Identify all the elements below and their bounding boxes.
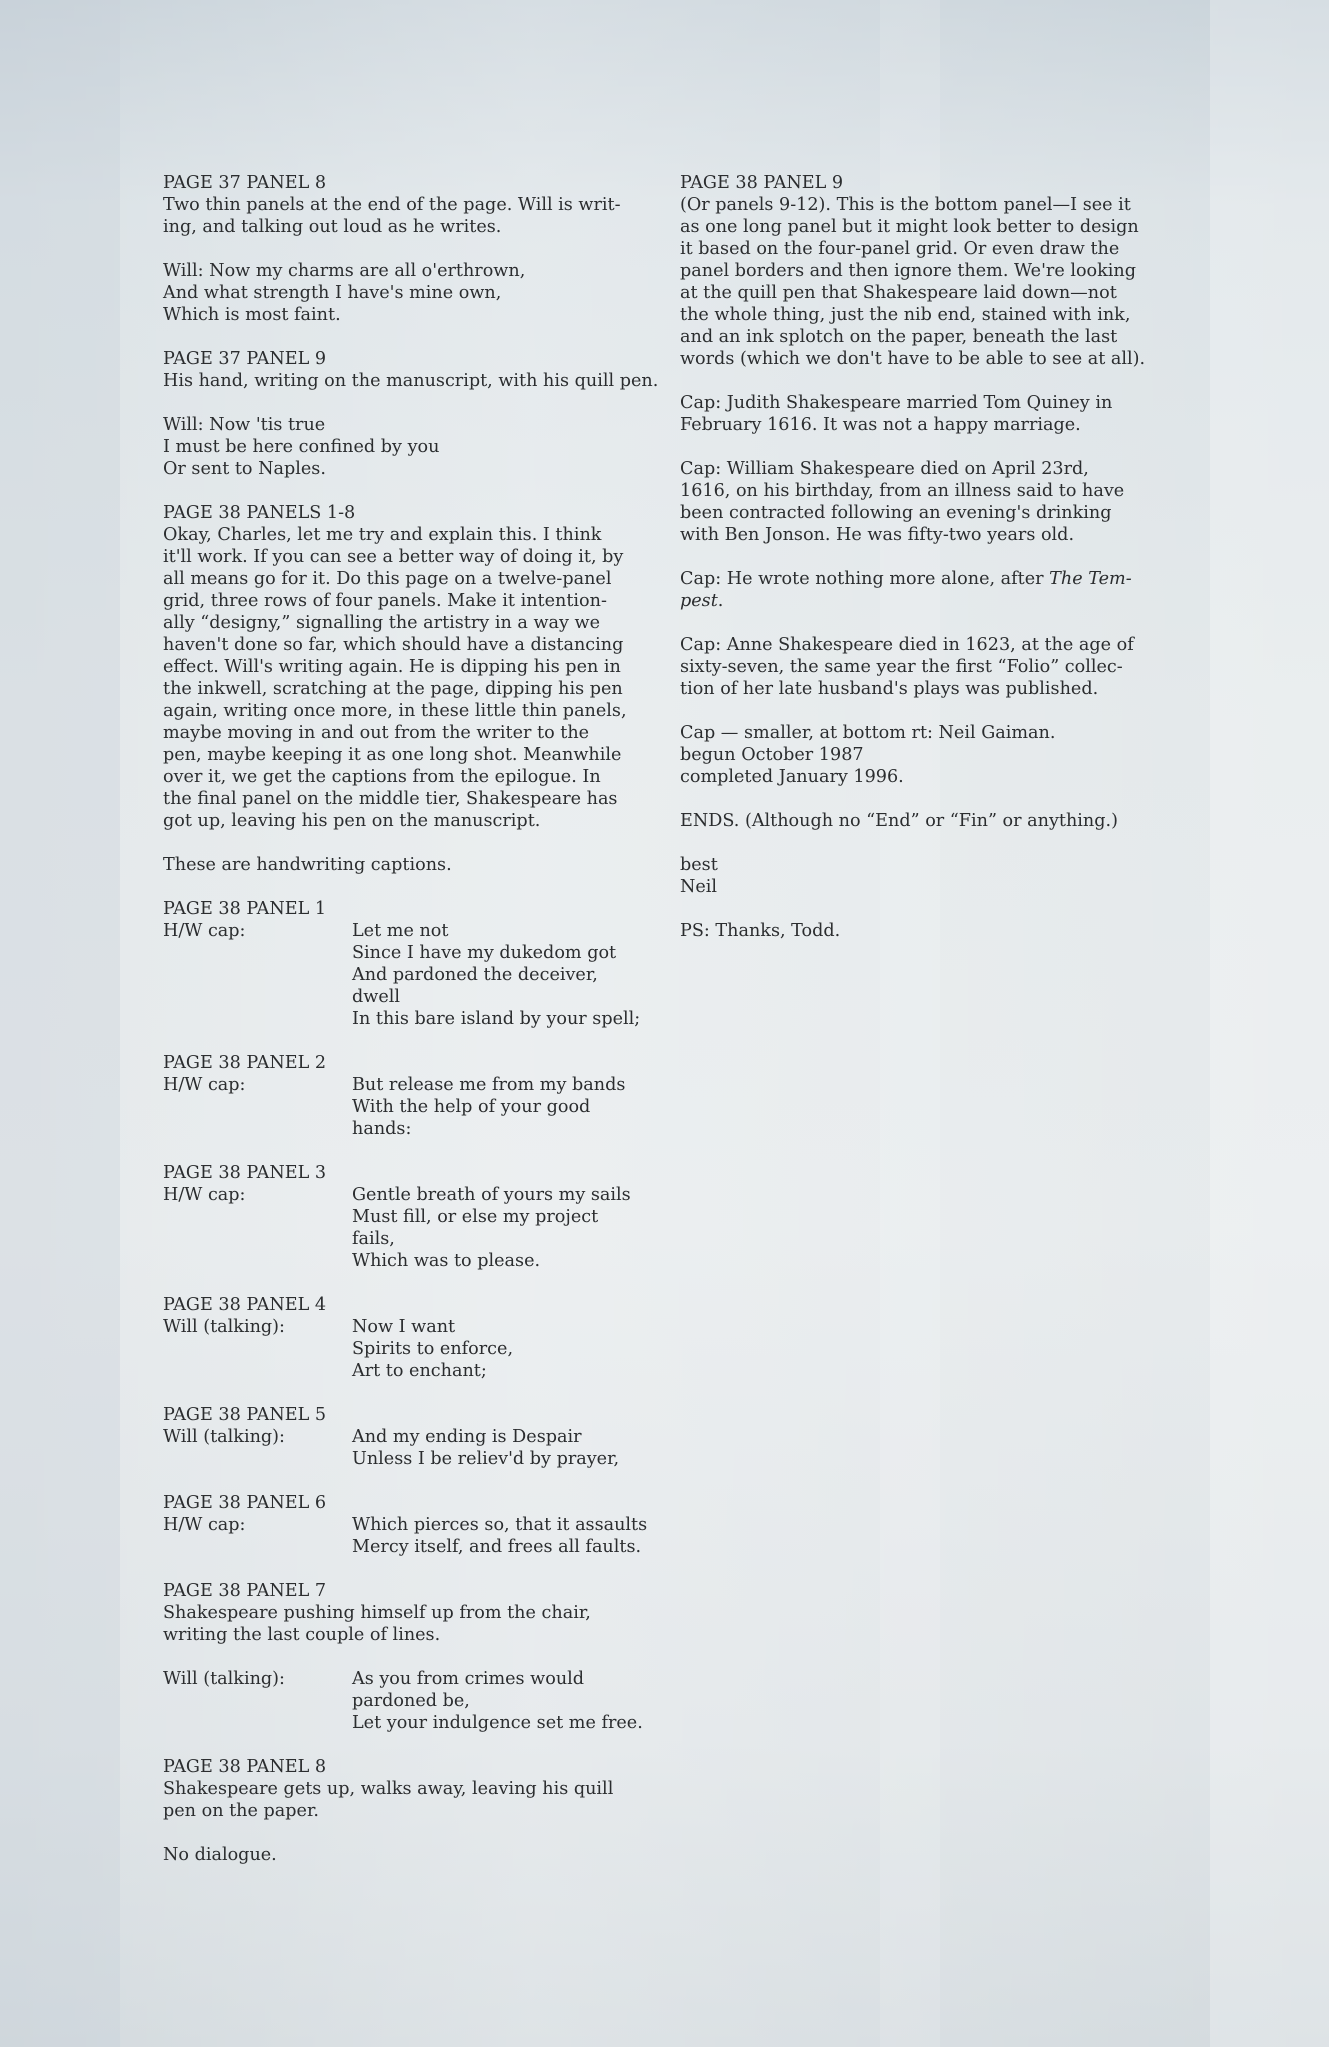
caption-line: pardoned be,: [352, 1691, 470, 1711]
section-p38-panel2: [163, 1052, 663, 1140]
caption-line: In this bare island by your spell;: [352, 1009, 641, 1029]
dialogue-line: Which is most faint.: [163, 305, 341, 325]
section-heading: PAGE 38 PANELS 1-8: [163, 503, 356, 523]
body-line: completed January 1996.: [680, 767, 904, 787]
section-heading: PAGE 38 PANEL 4: [163, 1295, 327, 1315]
body-line: [680, 568, 1180, 590]
body-line: haven't done so far, which should have a distancing: [163, 635, 624, 655]
body-line: Cap: William Shakespeare died on April 23rd,: [680, 459, 1089, 479]
caption-line: Let me not: [352, 921, 449, 941]
section-heading: PAGE 38 PANEL 6: [163, 1493, 327, 1513]
dialogue-line: Will: Now 'tis true: [163, 415, 326, 435]
dialogue-line: Or sent to Naples.: [163, 459, 326, 479]
body-line: tion of her late husband's plays was published.: [680, 679, 1099, 699]
caption-line: Which was to please.: [352, 1251, 541, 1271]
no-dialogue-note: [163, 1844, 663, 1866]
signoff: [680, 854, 1180, 898]
section-p38-panel9: [680, 172, 1180, 370]
italic-title: The Tem-: [1049, 569, 1132, 589]
body-line: writing the last couple of lines.: [163, 1625, 441, 1645]
section-p38-panel7: [163, 1580, 663, 1646]
body-line: Neil: [680, 877, 718, 897]
left-column: [163, 172, 663, 1888]
body-line: begun October 1987: [680, 745, 864, 765]
body-line: best: [680, 855, 718, 875]
body-line: over it, we get the captions from the epilogue. In: [163, 767, 601, 787]
body-line: at the quill pen that Shakespeare laid down—not: [680, 283, 1117, 303]
caption-judith: [680, 392, 1180, 436]
section-heading: PAGE 38 PANEL 5: [163, 1405, 327, 1425]
ends-note: [680, 810, 1180, 832]
body-line: ally “designy,” signalling the artistry in a way we: [163, 613, 601, 633]
body-line: grid, three rows of four panels. Make it intention-: [163, 591, 607, 611]
caption-label: H/W cap:: [163, 921, 246, 941]
caption-line: And pardoned the deceiver,: [352, 965, 598, 985]
section-heading: PAGE 38 PANEL 8: [163, 1757, 327, 1777]
caption-label: Will (talking):: [163, 1317, 285, 1337]
caption-text: [352, 920, 663, 1030]
caption-text: [352, 1184, 663, 1272]
section-heading: PAGE 38 PANEL 3: [163, 1163, 327, 1183]
section-p38-panel8: [163, 1756, 663, 1822]
body-line: PS: Thanks, Todd.: [680, 921, 841, 941]
postscript: [680, 920, 1180, 942]
body-line: February 1616. It was not a happy marriage.: [680, 415, 1081, 435]
body-line: sixty-seven, the same year the first “Folio” collec-: [680, 657, 1123, 677]
body-line: it'll work. If you can see a better way of doing it, by: [163, 547, 624, 567]
body-line: Two thin panels at the end of the page. Will is writ-: [163, 195, 621, 215]
caption-line: Gentle breath of yours my sails: [352, 1185, 631, 1205]
body-line: Shakespeare pushing himself up from the chair,: [163, 1603, 591, 1623]
caption-text: [352, 1426, 663, 1470]
body-line: panel borders and then ignore them. We're looking: [680, 261, 1137, 281]
section-heading: PAGE 38 PANEL 1: [163, 899, 327, 919]
body-line: maybe moving in and out from the writer to the: [163, 723, 590, 743]
body-line: (Or panels 9-12). This is the bottom panel—I see it: [680, 195, 1131, 215]
dialogue-line: Will: Now my charms are all o'erthrown,: [163, 261, 526, 281]
caption-line: Spirits to enforce,: [352, 1339, 514, 1359]
body-line: Cap — smaller, at bottom rt: Neil Gaiman.: [680, 723, 1056, 743]
body-line: effect. Will's writing again. He is dipping his pen in: [163, 657, 621, 677]
body-line: got up, leaving his pen on the manuscript.: [163, 811, 541, 831]
caption-label: H/W cap:: [163, 1075, 246, 1095]
section-heading: PAGE 38 PANEL 7: [163, 1581, 327, 1601]
body-line: it based on the four-panel grid. Or even draw the: [680, 239, 1120, 259]
body-line: These are handwriting captions.: [163, 855, 452, 875]
dialogue-p38-panel7: [163, 1668, 663, 1734]
right-column: [680, 172, 1180, 964]
body-line: as one long panel but it might look better to design: [680, 217, 1139, 237]
section-heading: PAGE 37 PANEL 9: [163, 349, 327, 369]
body-line: His hand, writing on the manuscript, with his quill pen.: [163, 371, 659, 391]
section-heading: PAGE 37 PANEL 8: [163, 173, 327, 193]
caption-line: As you from crimes would: [352, 1669, 585, 1689]
body-line: again, writing once more, in these little thin panels,: [163, 701, 627, 721]
caption-text: [352, 1316, 663, 1382]
caption-label: Will (talking):: [163, 1669, 285, 1689]
caption-line: With the help of your good: [352, 1097, 591, 1117]
caption-credit: [680, 722, 1180, 788]
dialogue-p37-panel9: [163, 414, 663, 480]
caption-label: Will (talking):: [163, 1427, 285, 1447]
body-line: pen on the paper.: [163, 1801, 320, 1821]
section-heading: PAGE 38 PANEL 2: [163, 1053, 327, 1073]
body-line: Cap: Anne Shakespeare died in 1623, at the age of: [680, 635, 1134, 655]
dialogue-line: And what strength I have's mine own,: [163, 283, 502, 303]
section-p37-panel8: [163, 172, 663, 238]
caption-text: [352, 1668, 663, 1734]
body-line: ENDS. (Although no “End” or “Fin” or anything.): [680, 811, 1118, 831]
body-line: Cap: Judith Shakespeare married Tom Quiney in: [680, 393, 1113, 413]
italic-title: pest: [680, 591, 718, 611]
caption-line: Must fill, or else my project: [352, 1207, 599, 1227]
body-line: the final panel on the middle tier, Shakespeare has: [163, 789, 618, 809]
section-p38-panel5: [163, 1404, 663, 1470]
body-line: and an ink splotch on the paper, beneath the last: [680, 327, 1118, 347]
caption-label: H/W cap:: [163, 1185, 246, 1205]
section-p38-panel3: [163, 1162, 663, 1272]
caption-line: Art to enchant;: [352, 1361, 487, 1381]
body-line: [680, 590, 1180, 612]
body-line: the whole thing, just the nib end, stained with ink,: [680, 305, 1131, 325]
section-p38-panel4: [163, 1294, 663, 1382]
body-line: words (which we don't have to be able to see at all).: [680, 349, 1146, 369]
body-line: all means go for it. Do this page on a twelve-panel: [163, 569, 612, 589]
caption-line: Let your indulgence set me free.: [352, 1713, 643, 1733]
caption-label: H/W cap:: [163, 1515, 246, 1535]
body-line: been contracted following an evening's drinking: [680, 503, 1112, 523]
body-line: Shakespeare gets up, walks away, leaving his quill: [163, 1779, 614, 1799]
caption-line: Mercy itself, and frees all faults.: [352, 1537, 642, 1557]
caption-text: [352, 1074, 663, 1140]
caption-text: [352, 1514, 663, 1558]
body-line: pen, maybe keeping it as one long shot. Meanwhile: [163, 745, 622, 765]
section-heading: PAGE 38 PANEL 9: [680, 173, 844, 193]
body-line: Okay, Charles, let me try and explain this. I think: [163, 525, 602, 545]
dialogue-p37-panel8: [163, 260, 663, 326]
section-p38-panels-1-8: [163, 502, 663, 832]
body-line: 1616, on his birthday, from an illness said to have: [680, 481, 1125, 501]
caption-line: Unless I be reliev'd by prayer,: [352, 1449, 620, 1469]
dialogue-line: I must be here confined by you: [163, 437, 440, 457]
body-line: with Ben Jonson. He was fifty-two years old.: [680, 525, 1075, 545]
caption-line: And my ending is Despair: [352, 1427, 582, 1447]
caption-line: fails,: [352, 1229, 395, 1249]
caption-line: But release me from my bands: [352, 1075, 626, 1095]
caption-line: Which pierces so, that it assaults: [352, 1515, 648, 1535]
caption-line: hands:: [352, 1119, 412, 1139]
section-p37-panel9: [163, 348, 663, 392]
body-line: No dialogue.: [163, 1845, 277, 1865]
body-text: .: [717, 591, 724, 611]
body-text: Cap: He wrote nothing more alone, after: [680, 569, 1050, 589]
body-line: ing, and talking out loud as he writes.: [163, 217, 502, 237]
section-p38-panel1: [163, 898, 663, 1030]
section-p38-panel6: [163, 1492, 663, 1558]
caption-anne: [680, 634, 1180, 700]
body-line: the inkwell, scratching at the page, dipping his pen: [163, 679, 623, 699]
caption-tempest: [680, 568, 1180, 612]
caption-william: [680, 458, 1180, 546]
caption-line: Now I want: [352, 1317, 456, 1337]
caption-line: Since I have my dukedom got: [352, 943, 617, 963]
caption-line: dwell: [352, 987, 400, 1007]
handwriting-note: [163, 854, 663, 876]
